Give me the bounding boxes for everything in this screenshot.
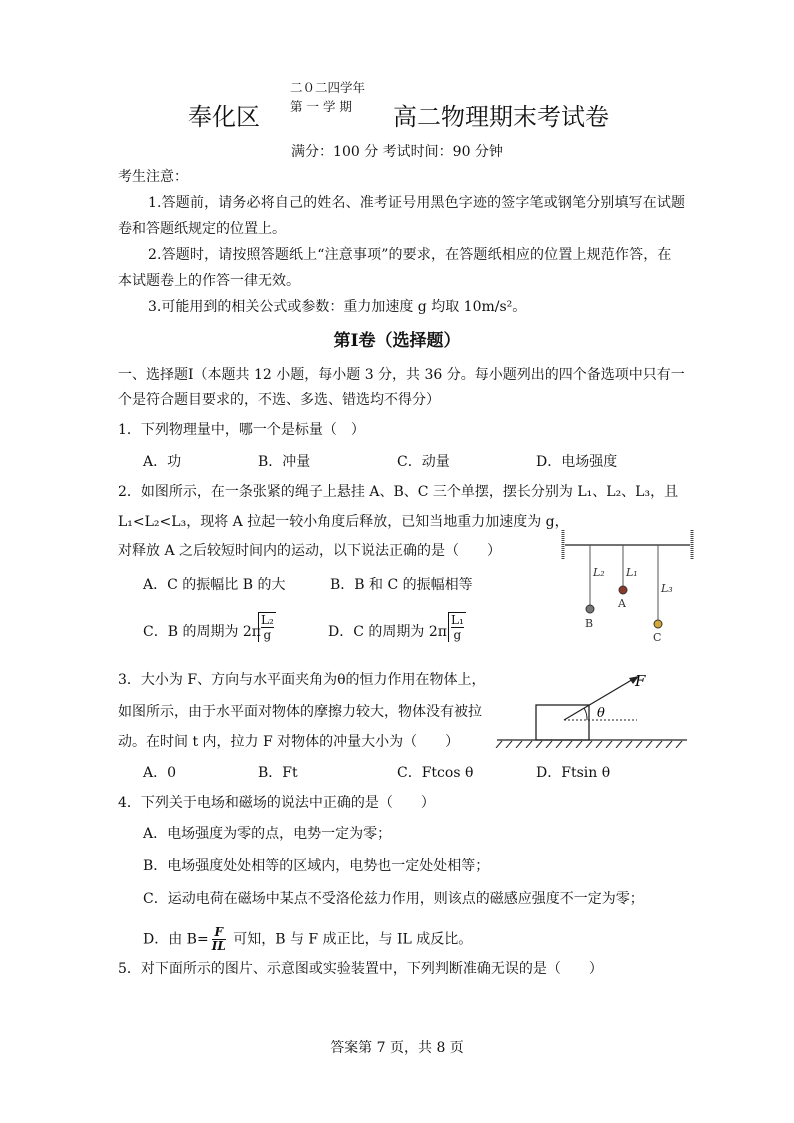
label-b: B xyxy=(585,617,594,630)
q3-option-d: D．Ftsin θ xyxy=(536,765,611,781)
q3-stem-cont: 如图所示，由于水平面对物体的摩擦力较大，物体没有被拉 xyxy=(118,704,482,720)
label-a: A xyxy=(618,597,626,610)
pendulum-figure xyxy=(555,525,700,645)
q1-option-d: D．电场强度 xyxy=(536,454,618,470)
section-intro-cont: 个是符合题目要求的，不选、多选、错选均不得分） xyxy=(118,392,440,408)
q2-stem-cont: L₁<L₂<L₃，现将 A 拉起一较小角度后释放，已知当地重力加速度为 g， xyxy=(118,514,569,530)
notice-item-3: 3.可能用到的相关公式或参数：重力加速度 g 均取 10m/s²。 xyxy=(148,299,527,315)
q2-option-d: D．C 的周期为 2π xyxy=(328,624,447,640)
q3-option-b: B．Ft xyxy=(258,765,298,781)
notice-heading: 考生注意： xyxy=(118,169,188,185)
q3-option-a: A．0 xyxy=(143,765,177,781)
q1-option-c: C．动量 xyxy=(397,454,450,470)
q2-option-c-formula: L₂ g xyxy=(258,612,276,642)
notice-item-1-cont: 卷和答题纸规定的位置上。 xyxy=(118,221,286,237)
q1-stem: 1．下列物理量中，哪一个是标量（ ） xyxy=(118,422,365,438)
q5-stem: 5．对下面所示的图片、示意图或实验装置中，下列判断准确无误的是（ ） xyxy=(118,961,603,977)
label-l1: L₁ xyxy=(626,566,638,579)
label-l3: L₃ xyxy=(661,582,673,595)
force-label: F xyxy=(635,672,646,690)
q4-option-c: C．运动电荷在磁场中某点不受洛伦兹力作用，则该点的磁感应强度不一定为零； xyxy=(143,891,644,907)
q3-stem: 3．大小为 F、方向与水平面夹角为θ的恒力作用在物体上， xyxy=(118,672,486,688)
q2-option-a: A．C 的振幅比 B 的大 xyxy=(143,577,286,593)
label-l2: L₂ xyxy=(593,566,605,579)
q2-option-c: C．B 的周期为 2π xyxy=(143,624,262,640)
q2-stem-cont2: 对释放 A 之后较短时间内的运动，以下说法正确的是（ ） xyxy=(118,543,502,559)
page-title: 高二物理期末考试卷 xyxy=(393,103,609,131)
q4-stem: 4．下列关于电场和磁场的说法中正确的是（ ） xyxy=(118,795,435,811)
q4-option-b: B．电场强度处处相等的区域内，电势也一定处处相等； xyxy=(143,858,490,874)
exam-info: 满分：100 分 考试时间：90 分钟 xyxy=(291,144,503,160)
block-force-figure xyxy=(492,668,692,748)
q2-option-d-formula: L₁ g xyxy=(448,612,466,642)
q4-option-a: A．电场强度为零的点，电势一定为零； xyxy=(143,826,392,842)
school-year: 二０二四学年 xyxy=(290,80,366,95)
district: 奉化区 xyxy=(188,103,260,131)
page-footer: 答案第 7 页，共 8 页 xyxy=(330,1040,464,1056)
notice-item-1: 1.答题前，请务必将自己的姓名、准考证号用黑色字迹的签字笔或钢笔分别填写在试题 xyxy=(148,195,686,211)
q3-stem-cont2: 动。在时间 t 内，拉力 F 对物体的冲量大小为（ ） xyxy=(118,734,460,750)
notice-item-2: 2.答题时，请按照答题纸上“注意事项”的要求，在答题纸相应的位置上规范作答，在 xyxy=(148,247,672,263)
q4-option-d: D．由 B= $\frac{F}{IL}$ 可知，B 与 F 成正比，与 IL 成反比。 xyxy=(143,925,473,953)
term: 第 一 学 期 xyxy=(290,99,352,114)
angle-label: θ xyxy=(597,706,605,721)
q2-option-b: B．B 和 C 的振幅相等 xyxy=(330,577,473,593)
notice-item-2-cont: 本试题卷上的作答一律无效。 xyxy=(118,273,300,289)
q2-stem: 2．如图所示，在一条张紧的绳子上悬挂 A、B、C 三个单摆，摆长分别为 L₁、L₂、L₃，且 xyxy=(118,484,679,500)
label-c: C xyxy=(653,631,662,644)
section-intro: 一、选择题Ⅰ（本题共 12 小题，每小题 3 分，共 36 分。每小题列出的四个备选项中只有一 xyxy=(118,367,685,383)
q1-option-a: A．功 xyxy=(143,454,182,470)
q3-option-c: C．Ftcos θ xyxy=(397,765,474,781)
section-title: 第Ⅰ卷（选择题） xyxy=(333,331,461,351)
q1-option-b: B．冲量 xyxy=(258,454,311,470)
